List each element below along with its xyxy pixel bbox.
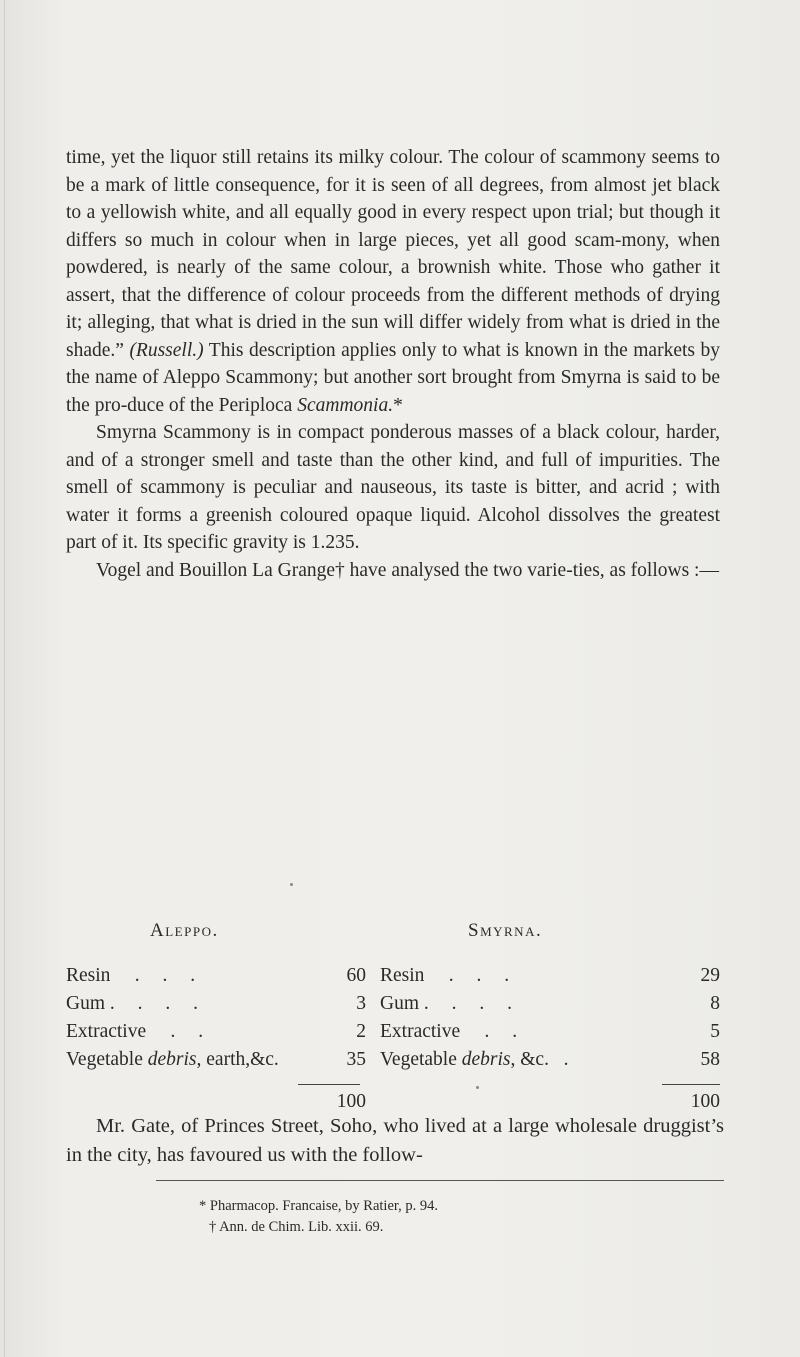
row-label-italic: debris [461, 1049, 511, 1070]
table-row [380, 1018, 720, 1046]
row-value: 29 [700, 965, 720, 986]
row-label-suffix: , &c. [510, 1049, 549, 1070]
row-leader: . . [170, 1021, 213, 1042]
row-leader: . . . . [109, 993, 207, 1014]
table-row [66, 1046, 366, 1074]
table-row [66, 990, 366, 1018]
row-value: 35 [346, 1049, 366, 1070]
table-row [380, 990, 720, 1018]
aleppo-heading: Aleppo. [150, 920, 219, 941]
row-leader: . . . . [423, 993, 521, 1014]
footnote-mark-dagger: † [335, 559, 345, 581]
paragraph-analysis-text: Vogel and Bouillon La Grange [96, 559, 336, 581]
table-row [380, 1046, 720, 1074]
row-label: Extractive [380, 1021, 461, 1042]
row-label: Extractive [66, 1021, 147, 1042]
smyrna-total: 100 [690, 1091, 720, 1112]
row-label: Resin [380, 965, 425, 986]
smyrna-column [380, 918, 720, 1117]
table-row [380, 962, 720, 990]
paragraph-analysis [66, 557, 720, 585]
total-rule [662, 1084, 720, 1085]
row-leader: . . . [134, 965, 205, 986]
row-value: 3 [356, 993, 366, 1014]
row-value: 8 [710, 993, 720, 1014]
species-name: Scammonia. [297, 394, 394, 416]
print-speck [476, 1086, 479, 1089]
aleppo-column [66, 918, 366, 1117]
row-label-suffix: , earth,&c. [196, 1049, 279, 1070]
row-label: Vegetable [380, 1049, 462, 1070]
table-row [66, 1018, 366, 1046]
row-leader: . . . [448, 965, 519, 986]
row-label-italic: debris [147, 1049, 197, 1070]
table-row [66, 962, 366, 990]
page-edge [4, 0, 5, 1357]
row-value: 60 [346, 965, 366, 986]
row-label: Resin [66, 965, 111, 986]
footnote-rule [156, 1180, 724, 1181]
row-leader: . [563, 1049, 578, 1070]
citation-russell: (Russell.) [129, 339, 204, 361]
paragraph-russell-text: time, yet the liquor still retains its milky colour. The colour of scammony seems to be a mark of little consequence, for it is seen of all degrees, from almost jet black to a yellowish white, and all equally good in every respect upon trial; but though it differs so much in colour when in large pieces, yet all good scam-mony, when powdered, is nearly of the same colour, a brownish white. Those who gather it assert, that the difference of colour proceeds from the different methods of drying it; alleging, that what is dried in the sun will differ widely from what is dried in the shade.” [66, 147, 720, 361]
row-label: Vegetable [66, 1049, 148, 1070]
row-label: Gum [66, 993, 105, 1014]
print-speck [290, 883, 293, 886]
row-value: 58 [700, 1049, 720, 1070]
footnote-mark-asterisk: * [393, 394, 403, 416]
row-label: Gum [380, 993, 419, 1014]
footnote-2: † Ann. de Chim. Lib. xxii. 69. [209, 1219, 384, 1235]
aleppo-total: 100 [336, 1091, 366, 1112]
row-value: 5 [710, 1021, 720, 1042]
paragraph-russell [66, 144, 720, 419]
footnote-1: * Pharmacop. Francaise, by Ratier, p. 94. [199, 1198, 439, 1214]
row-leader: . . [484, 1021, 527, 1042]
paragraph-analysis-text-cont: have analysed the two varie-ties, as follows :— [344, 559, 719, 581]
row-value: 2 [356, 1021, 366, 1042]
paragraph-russell-text-cont: This description applies only to what is known in the markets by the name of Aleppo Scammony; but another sort brought from Smyrna is said to be the pro-duce of the Periploca [66, 339, 720, 416]
total-rule [298, 1084, 360, 1085]
body-text [66, 144, 720, 584]
paragraph-smyrna: Smyrna Scammony is in compact ponderous masses of a black colour, harder, and of a stronger smell and taste than the other kind, and full of impurities. The smell of scammony is peculiar and nauseous, its taste is bitter, and acrid ; with water it forms a greenish coloured opaque liquid. Alcohol dissolves the greatest part of it. Its specific gravity is 1.235. [66, 422, 720, 553]
smyrna-heading: Smyrna. [468, 920, 543, 941]
paragraph-gate: Mr. Gate, of Princes Street, Soho, who lived at a large wholesale druggist’s in the city, has favoured us with the follow- [66, 1115, 724, 1166]
footnotes [66, 1196, 724, 1238]
